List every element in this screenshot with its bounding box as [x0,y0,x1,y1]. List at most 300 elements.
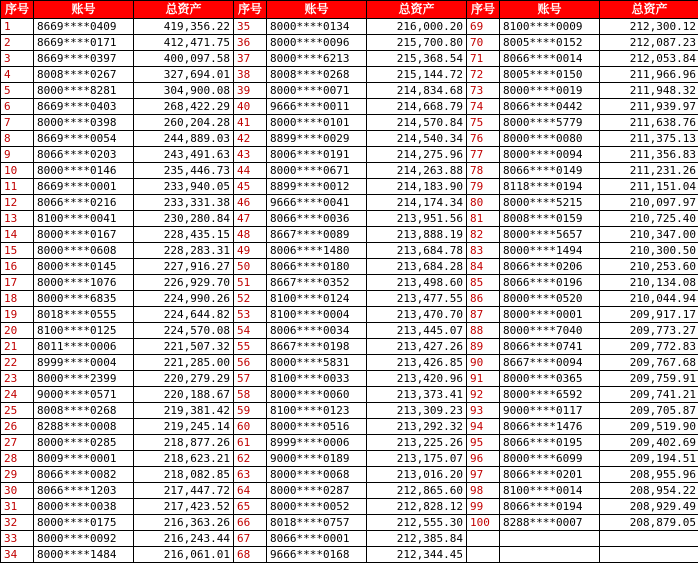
row-index: 4 [1,67,34,83]
total-assets-cell: 304,900.08 [134,83,234,99]
table-row [1,531,698,547]
total-assets-cell: 215,700.80 [367,35,467,51]
row-index: 54 [234,323,267,339]
account-cell: 8667****0352 [267,275,367,291]
account-cell: 8006****0034 [267,323,367,339]
row-index: 27 [1,435,34,451]
row-index: 52 [234,291,267,307]
row-index: 81 [467,211,500,227]
row-index: 72 [467,67,500,83]
total-assets-cell: 214,174.34 [367,195,467,211]
account-cell: 8066****0206 [500,259,600,275]
total-assets-cell: 213,309.23 [367,403,467,419]
row-index: 25 [1,403,34,419]
account-cell: 8066****0196 [500,275,600,291]
row-index: 51 [234,275,267,291]
total-assets-cell: 209,767.68 [600,355,698,371]
row-index: 74 [467,99,500,115]
row-index: 66 [234,515,267,531]
row-index: 97 [467,467,500,483]
total-assets-cell: 210,134.08 [600,275,698,291]
account-cell: 8000****0145 [34,259,134,275]
account-cell: 8066****0082 [34,467,134,483]
total-assets-cell: 327,694.01 [134,67,234,83]
table-row [1,547,698,563]
total-assets-cell: 224,990.26 [134,291,234,307]
total-assets-cell: 233,331.38 [134,195,234,211]
empty-cell [467,531,500,547]
total-assets-cell: 210,725.40 [600,211,698,227]
row-index: 12 [1,195,34,211]
row-index: 48 [234,227,267,243]
table-row [1,483,698,499]
account-cell: 8066****0036 [267,211,367,227]
total-assets-cell: 208,929.49 [600,499,698,515]
total-assets-cell: 228,283.31 [134,243,234,259]
row-index: 60 [234,419,267,435]
account-cell: 8000****2399 [34,371,134,387]
table-row [1,355,698,371]
table-row [1,227,698,243]
table-row [1,147,698,163]
account-cell: 8066****0216 [34,195,134,211]
total-assets-cell: 216,243.44 [134,531,234,547]
row-index: 24 [1,387,34,403]
empty-cell [467,547,500,563]
account-cell: 8669****0054 [34,131,134,147]
account-cell: 8006****0191 [267,147,367,163]
account-cell: 8100****0014 [500,483,600,499]
total-assets-cell: 213,225.26 [367,435,467,451]
row-index: 92 [467,387,500,403]
header-row [1,1,698,19]
account-cell: 8100****0125 [34,323,134,339]
row-index: 6 [1,99,34,115]
account-cell: 8000****0146 [34,163,134,179]
row-index: 47 [234,211,267,227]
header-assets: 总资产 [367,1,467,19]
total-assets-cell: 227,916.27 [134,259,234,275]
total-assets-cell: 235,446.73 [134,163,234,179]
total-assets-cell: 208,955.96 [600,467,698,483]
header-index: 序号 [467,1,500,19]
header-index: 序号 [234,1,267,19]
row-index: 21 [1,339,34,355]
total-assets-cell: 244,889.03 [134,131,234,147]
total-assets-cell: 260,204.28 [134,115,234,131]
row-index: 53 [234,307,267,323]
account-cell: 8000****0038 [34,499,134,515]
row-index: 90 [467,355,500,371]
account-cell: 8667****0089 [267,227,367,243]
account-cell: 8000****5831 [267,355,367,371]
total-assets-cell: 220,279.29 [134,371,234,387]
row-index: 32 [1,515,34,531]
account-cell: 8008****0159 [500,211,600,227]
total-assets-cell: 213,470.70 [367,307,467,323]
total-assets-cell: 212,300.12 [600,19,698,35]
row-index: 29 [1,467,34,483]
total-assets-cell: 217,447.72 [134,483,234,499]
row-index: 49 [234,243,267,259]
row-index: 84 [467,259,500,275]
row-index: 93 [467,403,500,419]
total-assets-cell: 209,772.83 [600,339,698,355]
row-index: 83 [467,243,500,259]
total-assets-cell: 212,053.84 [600,51,698,67]
table-row [1,371,698,387]
total-assets-cell: 214,668.79 [367,99,467,115]
row-index: 85 [467,275,500,291]
row-index: 68 [234,547,267,563]
total-assets-cell: 400,097.58 [134,51,234,67]
header-index: 序号 [1,1,34,19]
account-cell: 8669****0409 [34,19,134,35]
account-cell: 8000****0516 [267,419,367,435]
account-cell: 8000****6099 [500,451,600,467]
account-cell: 9000****0189 [267,451,367,467]
row-index: 82 [467,227,500,243]
account-cell: 8000****5779 [500,115,600,131]
account-cell: 8669****0171 [34,35,134,51]
table-row [1,259,698,275]
account-cell: 8000****0001 [500,307,600,323]
total-assets-cell: 228,435.15 [134,227,234,243]
row-index: 15 [1,243,34,259]
account-cell: 8000****0285 [34,435,134,451]
row-index: 22 [1,355,34,371]
account-cell: 8011****0006 [34,339,134,355]
account-cell: 8000****0520 [500,291,600,307]
account-cell: 8000****0608 [34,243,134,259]
table-row [1,179,698,195]
total-assets-cell: 216,000.20 [367,19,467,35]
total-assets-cell: 211,966.96 [600,67,698,83]
total-assets-cell: 219,381.42 [134,403,234,419]
total-assets-cell: 224,644.82 [134,307,234,323]
account-cell: 8899****0029 [267,131,367,147]
account-cell: 8066****1476 [500,419,600,435]
total-assets-cell: 218,877.26 [134,435,234,451]
total-assets-cell: 216,061.01 [134,547,234,563]
account-cell: 8008****0268 [34,403,134,419]
account-cell: 8999****0004 [34,355,134,371]
total-assets-cell: 210,347.00 [600,227,698,243]
total-assets-cell: 211,939.97 [600,99,698,115]
row-index: 73 [467,83,500,99]
total-assets-cell: 212,828.12 [367,499,467,515]
account-cell: 8000****5657 [500,227,600,243]
total-assets-cell: 226,929.70 [134,275,234,291]
account-cell: 8000****0398 [34,115,134,131]
account-cell: 8100****0033 [267,371,367,387]
total-assets-cell: 209,519.90 [600,419,698,435]
row-index: 100 [467,515,500,531]
row-index: 43 [234,147,267,163]
row-index: 46 [234,195,267,211]
account-cell: 8669****0001 [34,179,134,195]
table-row [1,35,698,51]
row-index: 3 [1,51,34,67]
total-assets-cell: 213,951.56 [367,211,467,227]
table-row [1,387,698,403]
account-cell: 8066****0194 [500,499,600,515]
header-account: 账号 [500,1,600,19]
account-cell: 8066****0001 [267,531,367,547]
total-assets-cell: 211,151.04 [600,179,698,195]
account-cell: 9666****0168 [267,547,367,563]
account-cell: 9000****0571 [34,387,134,403]
total-assets-cell: 213,684.28 [367,259,467,275]
total-assets-cell: 230,280.84 [134,211,234,227]
total-assets-cell: 209,194.51 [600,451,698,467]
table-row [1,195,698,211]
row-index: 86 [467,291,500,307]
account-cell: 8000****8281 [34,83,134,99]
total-assets-cell: 212,087.23 [600,35,698,51]
row-index: 91 [467,371,500,387]
row-index: 88 [467,323,500,339]
total-assets-cell: 213,427.26 [367,339,467,355]
table-body [1,19,698,563]
account-cell: 8000****6213 [267,51,367,67]
account-cell: 8000****7040 [500,323,600,339]
row-index: 78 [467,163,500,179]
total-assets-cell: 215,144.72 [367,67,467,83]
total-assets-cell: 412,471.75 [134,35,234,51]
total-assets-cell: 233,940.05 [134,179,234,195]
row-index: 7 [1,115,34,131]
total-assets-cell: 213,420.96 [367,371,467,387]
row-index: 36 [234,35,267,51]
total-assets-cell: 216,363.26 [134,515,234,531]
account-cell: 8066****0442 [500,99,600,115]
account-cell: 8000****0092 [34,531,134,547]
account-cell: 8008****0268 [267,67,367,83]
account-cell: 8000****0096 [267,35,367,51]
account-cell: 8000****0080 [500,131,600,147]
account-cell: 8000****0071 [267,83,367,99]
row-index: 70 [467,35,500,51]
total-assets-cell: 268,422.29 [134,99,234,115]
row-index: 65 [234,499,267,515]
total-assets-cell: 211,356.83 [600,147,698,163]
table-row [1,499,698,515]
table-row [1,83,698,99]
row-index: 41 [234,115,267,131]
row-index: 80 [467,195,500,211]
row-index: 42 [234,131,267,147]
table-row [1,19,698,35]
header-account: 账号 [267,1,367,19]
total-assets-cell: 214,263.88 [367,163,467,179]
row-index: 23 [1,371,34,387]
total-assets-cell: 219,245.14 [134,419,234,435]
row-index: 96 [467,451,500,467]
row-index: 26 [1,419,34,435]
row-index: 40 [234,99,267,115]
row-index: 71 [467,51,500,67]
account-cell: 8118****0194 [500,179,600,195]
account-cell: 8000****0287 [267,483,367,499]
row-index: 55 [234,339,267,355]
row-index: 99 [467,499,500,515]
row-index: 37 [234,51,267,67]
total-assets-cell: 213,684.78 [367,243,467,259]
total-assets-cell: 213,373.41 [367,387,467,403]
account-cell: 8008****0267 [34,67,134,83]
row-index: 9 [1,147,34,163]
account-cell: 8000****0094 [500,147,600,163]
account-cell: 8005****0150 [500,67,600,83]
row-index: 44 [234,163,267,179]
table-row [1,275,698,291]
account-cell: 8066****0203 [34,147,134,163]
account-cell: 8000****1484 [34,547,134,563]
table-row [1,291,698,307]
row-index: 62 [234,451,267,467]
account-cell: 8000****0167 [34,227,134,243]
row-index: 17 [1,275,34,291]
account-cell: 8000****6835 [34,291,134,307]
table-row [1,211,698,227]
account-cell: 8899****0012 [267,179,367,195]
account-cell: 8066****0195 [500,435,600,451]
row-index: 1 [1,19,34,35]
total-assets-cell: 214,540.34 [367,131,467,147]
row-index: 35 [234,19,267,35]
row-index: 69 [467,19,500,35]
account-cell: 8000****5215 [500,195,600,211]
empty-cell [500,531,600,547]
table-row [1,403,698,419]
table-row [1,467,698,483]
total-assets-cell: 215,368.54 [367,51,467,67]
total-assets-cell: 212,865.60 [367,483,467,499]
total-assets-cell: 214,570.84 [367,115,467,131]
total-assets-cell: 210,044.94 [600,291,698,307]
row-index: 87 [467,307,500,323]
account-cell: 8288****0007 [500,515,600,531]
total-assets-cell: 214,275.96 [367,147,467,163]
total-assets-cell: 211,375.13 [600,131,698,147]
total-assets-cell: 217,423.52 [134,499,234,515]
total-assets-cell: 213,498.60 [367,275,467,291]
table-row [1,243,698,259]
total-assets-cell: 209,759.91 [600,371,698,387]
row-index: 20 [1,323,34,339]
total-assets-cell: 212,385.84 [367,531,467,547]
account-cell: 8000****0052 [267,499,367,515]
total-assets-cell: 210,253.60 [600,259,698,275]
total-assets-cell: 209,773.27 [600,323,698,339]
table-row [1,67,698,83]
account-cell: 8100****0009 [500,19,600,35]
row-index: 64 [234,483,267,499]
account-cell: 8667****0198 [267,339,367,355]
account-cell: 8000****0060 [267,387,367,403]
row-index: 8 [1,131,34,147]
account-cell: 8018****0555 [34,307,134,323]
row-index: 31 [1,499,34,515]
account-cell: 8000****0019 [500,83,600,99]
row-index: 75 [467,115,500,131]
total-assets-cell: 213,445.07 [367,323,467,339]
row-index: 33 [1,531,34,547]
total-assets-cell: 213,888.19 [367,227,467,243]
total-assets-cell: 218,623.21 [134,451,234,467]
row-index: 56 [234,355,267,371]
account-cell: 8000****0365 [500,371,600,387]
total-assets-cell: 213,477.55 [367,291,467,307]
account-cell: 9000****0117 [500,403,600,419]
header-assets: 总资产 [600,1,698,19]
total-assets-cell: 213,292.32 [367,419,467,435]
account-cell: 8005****0152 [500,35,600,51]
account-cell: 8100****0004 [267,307,367,323]
account-cell: 8669****0397 [34,51,134,67]
table-row [1,99,698,115]
total-assets-cell: 208,879.05 [600,515,698,531]
row-index: 10 [1,163,34,179]
row-index: 14 [1,227,34,243]
table-row [1,339,698,355]
table-row [1,131,698,147]
account-cell: 8066****0149 [500,163,600,179]
row-index: 28 [1,451,34,467]
row-index: 2 [1,35,34,51]
total-assets-cell: 209,705.87 [600,403,698,419]
row-index: 61 [234,435,267,451]
account-cell: 8000****6592 [500,387,600,403]
total-assets-cell: 209,402.69 [600,435,698,451]
account-cell: 8066****0741 [500,339,600,355]
row-index: 18 [1,291,34,307]
total-assets-cell: 214,183.90 [367,179,467,195]
row-index: 79 [467,179,500,195]
account-cell: 8009****0001 [34,451,134,467]
empty-cell [500,547,600,563]
row-index: 38 [234,67,267,83]
row-index: 19 [1,307,34,323]
account-cell: 8100****0041 [34,211,134,227]
total-assets-cell: 213,426.85 [367,355,467,371]
row-index: 58 [234,387,267,403]
row-index: 34 [1,547,34,563]
row-index: 5 [1,83,34,99]
account-cell: 8100****0124 [267,291,367,307]
total-assets-cell: 218,082.85 [134,467,234,483]
account-cell: 8000****0175 [34,515,134,531]
row-index: 16 [1,259,34,275]
row-index: 30 [1,483,34,499]
header-account: 账号 [34,1,134,19]
total-assets-cell: 213,175.07 [367,451,467,467]
table-row [1,163,698,179]
total-assets-cell: 210,097.97 [600,195,698,211]
row-index: 59 [234,403,267,419]
account-cell: 8669****0403 [34,99,134,115]
total-assets-cell: 221,507.32 [134,339,234,355]
table-row [1,451,698,467]
account-cell: 8000****0671 [267,163,367,179]
account-cell: 8288****0008 [34,419,134,435]
row-index: 13 [1,211,34,227]
total-assets-cell: 210,300.50 [600,243,698,259]
header-assets: 总资产 [134,1,234,19]
table-row [1,307,698,323]
account-cell: 8000****1494 [500,243,600,259]
